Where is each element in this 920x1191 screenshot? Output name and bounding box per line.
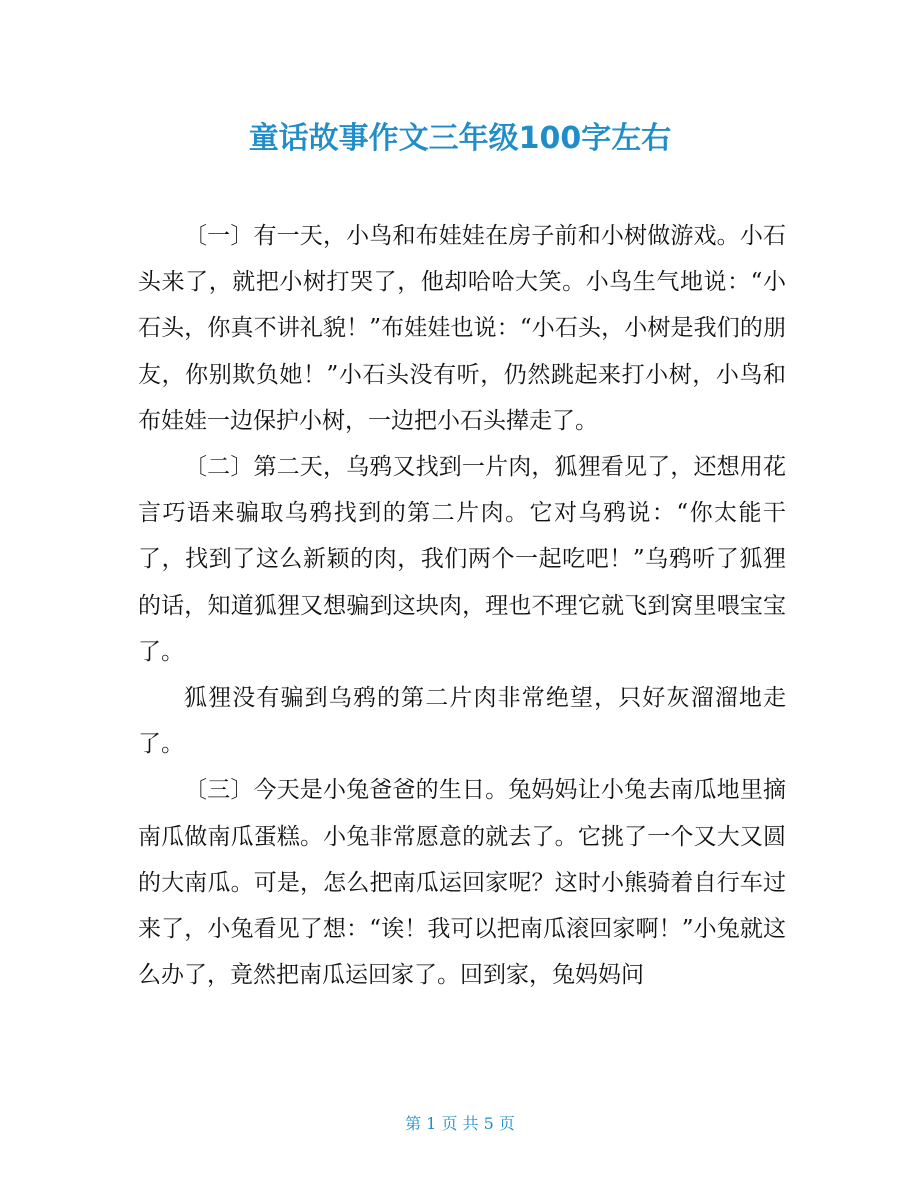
paragraph-2: 〔二〕第二天，乌鸦又找到一片肉，狐狸看见了，还想用花言巧语来骗取乌鸦找到的第二片肉。它对乌鸦说：“你太能干了，找到了这么新颖的肉，我们两个一起吃吧！”乌鸦听了狐狸的话，知道狐狸又想骗到这块肉，理也不理它就飞到窝里喂宝宝了。 [138, 454, 786, 665]
paragraph-3: 狐狸没有骗到乌鸦的第二片肉非常绝望，只好灰溜溜地走了。 [138, 685, 786, 758]
page-number-footer: 第 1 页 共 5 页 [405, 1114, 515, 1133]
paragraph-4: 〔三〕今天是小兔爸爸的生日。兔妈妈让小兔去南瓜地里摘南瓜做南瓜蛋糕。小兔非常愿意的就去了。它挑了一个又大又圆的大南瓜。可是，怎么把南瓜运回家呢？这时小熊骑着自行车过来了，小兔看见了想：“诶！我可以把南瓜滚回家啊！”小兔就这么办了，竟然把南瓜运回家了。回到家，兔妈妈问 [138, 777, 786, 989]
paragraph-1: 〔一〕有一天，小鸟和布娃娃在房子前和小树做游戏。小石头来了，就把小树打哭了，他却哈哈大笑。小鸟生气地说：“小石头，你真不讲礼貌！”布娃娃也说：“小石头，小树是我们的朋友，你别欺负她！”小石头没有听，仍然跳起来打小树，小鸟和布娃娃一边保护小树，一边把小石头撵走了。 [138, 223, 786, 434]
document-title: 童话故事作文三年级100字左右 [248, 121, 672, 156]
document-body [138, 213, 786, 998]
